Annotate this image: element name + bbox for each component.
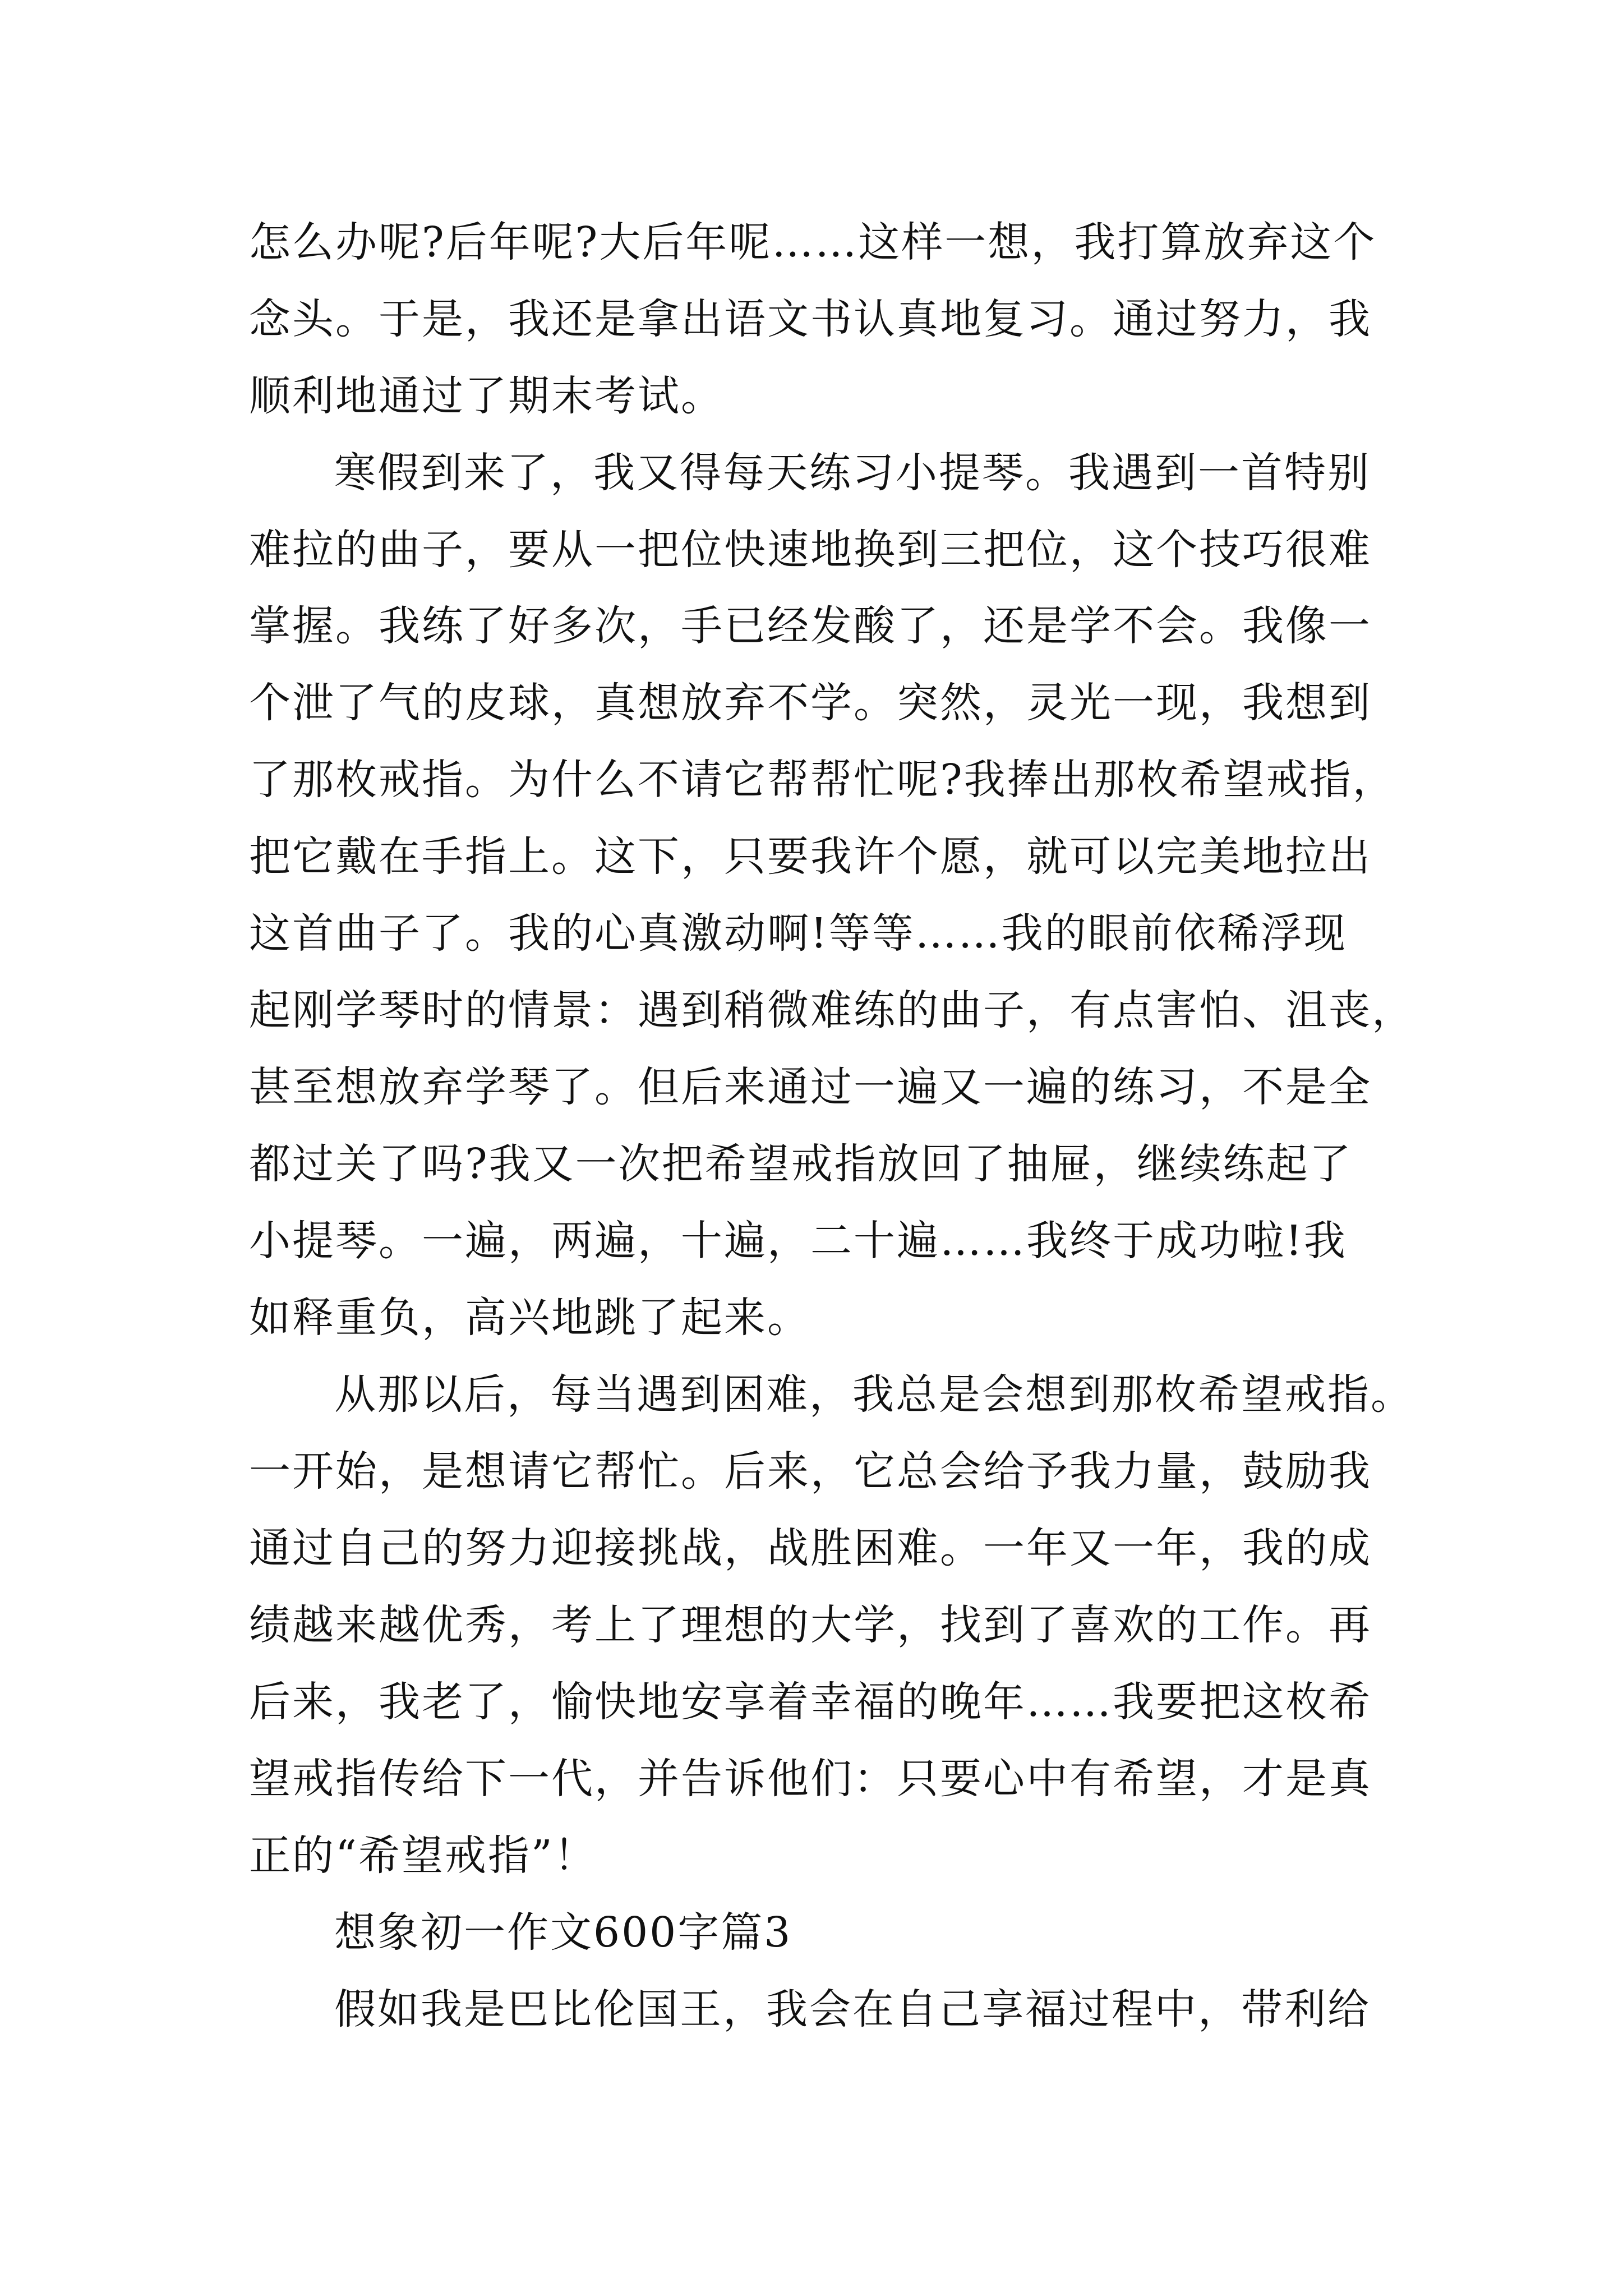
text-line: 这首曲子了。我的心真激动啊!等等……我的眼前依稀浮现 [249,909,1347,958]
text-line: 如释重负，高兴地跳了起来。 [249,1294,810,1342]
text-line: 甚至想放弃学琴了。但后来通过一遍又一遍的练习，不是全 [249,1063,1372,1111]
text-line: 望戒指传给下一代，并告诉他们：只要心中有希望，才是真 [249,1755,1372,1803]
text-line: 念头。于是，我还是拿出语文书认真地复习。通过努力，我 [249,295,1372,343]
text-line: 后来，我老了，愉快地安享着幸福的晚年……我要把这枚希 [249,1678,1372,1726]
text-line: 绩越来越优秀，考上了理想的大学，找到了喜欢的工作。再 [249,1601,1372,1649]
text-line: 个泄了气的皮球，真想放弃不学。突然，灵光一现，我想到 [249,679,1372,727]
text-line: 小提琴。一遍，两遍，十遍，二十遍……我终于成功啦!我 [249,1217,1347,1265]
text-line: 怎么办呢?后年呢?大后年呢……这样一想，我打算放弃这个 [249,218,1377,266]
paragraph-first-line: 假如我是巴比伦国王，我会在自己享福过程中，带利给 [334,1985,1371,2033]
text-line: 都过关了吗?我又一次把希望戒指放回了抽屉，继续练起了 [249,1140,1353,1188]
section-heading: 想象初一作文600字篇3 [334,1908,792,1957]
text-line: 顺利地通过了期末考试。 [249,372,724,420]
text-line: 把它戴在手指上。这下，只要我许个愿，就可以完美地拉出 [249,832,1372,881]
text-line: 通过自己的努力迎接挑战，战胜困难。一年又一年，我的成 [249,1524,1372,1572]
text-line: 掌握。我练了好多次，手已经发酸了，还是学不会。我像一 [249,602,1372,650]
text-line: 了那枚戒指。为什么不请它帮帮忙呢?我捧出那枚希望戒指， [249,756,1396,804]
text-line: 起刚学琴时的情景：遇到稍微难练的曲子，有点害怕、沮丧， [249,986,1415,1034]
text-line: 正的“希望戒指”！ [249,1832,597,1880]
text-line: 难拉的曲子，要从一把位快速地换到三把位，这个技巧很难 [249,526,1372,574]
paragraph-first-line: 从那以后，每当遇到困难，我总是会想到那枚希望戒指。 [334,1370,1414,1419]
paragraph-first-line: 寒假到来了，我又得每天练习小提琴。我遇到一首特别 [334,449,1371,497]
text-line: 一开始，是想请它帮忙。后来，它总会给予我力量，鼓励我 [249,1447,1372,1496]
